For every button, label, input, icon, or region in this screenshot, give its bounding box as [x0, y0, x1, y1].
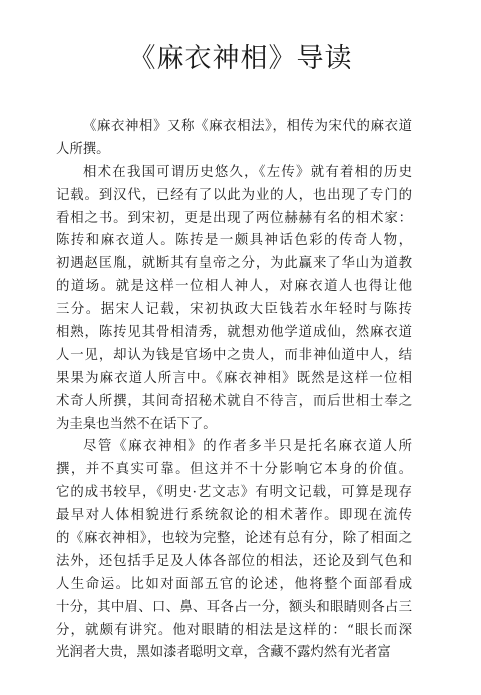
- text-line: 十分，其中眉、口、鼻、耳各占一分，额头和眼睛则各占三: [56, 599, 412, 615]
- text-line: 三分。据宋人记载，宋初执政大臣钱若水年轻时与陈抟: [56, 302, 412, 318]
- text-line: 人生命运。比如对面部五官的论述，他将整个面部看成: [56, 576, 412, 592]
- paragraph: [56, 436, 412, 665]
- text-line: 光润者大贵，黑如漆者聪明文章，含藏不露灼然有光者富: [56, 645, 391, 661]
- text-line: 术奇人所撰，其间奇招秘术就自不待言，而后世相士奉之: [56, 393, 412, 409]
- text-line: 人所撰。: [56, 141, 110, 157]
- text-line: 陈抟和麻衣道人。陈抟是一颇具神话色彩的传奇人物，: [56, 233, 412, 249]
- text-line: 初遇赵匡胤，就断其有皇帝之分，为此赢来了华山为道教: [56, 256, 412, 272]
- text-line: 《麻衣神相》又称《麻衣相法》，相传为宋代的麻衣道: [83, 119, 412, 134]
- text-line: 它的成书较早，《明史·艺文志》有明文记载，可算是现存: [56, 485, 412, 501]
- text-line: 果果为麻衣道人所言中。《麻衣神相》既然是这样一位相: [56, 370, 412, 386]
- text-line: 为圭臬也当然不在话下了。: [56, 416, 217, 432]
- text-line: 撰，并不真实可靠。但这并不十分影响它本身的价值。: [56, 462, 412, 478]
- text-line: 记载。到汉代，已经有了以此为业的人，也出现了专门的: [56, 187, 412, 203]
- text-line: 尽管《麻衣神相》的作者多半只是托名麻衣道人所: [83, 439, 412, 455]
- paragraph: [56, 116, 412, 162]
- text-line: 的道场。就是这样一位相人神人，对麻衣道人也得让他: [56, 279, 412, 295]
- document-title: 《麻衣神相》导读: [128, 43, 353, 74]
- document-body: [56, 116, 412, 665]
- text-line: 相熟，陈抟见其骨相清秀，就想劝他学道成仙，然麻衣道: [56, 325, 412, 341]
- text-line: 相术在我国可谓历史悠久，《左传》就有着相的历史: [83, 164, 412, 180]
- text-line: 人一见，却认为钱是官场中之贵人，而非神仙道中人，结: [56, 347, 412, 363]
- paragraph: [56, 162, 412, 437]
- text-line: 最早对人体相貌进行系统叙论的相术著作。即现在流传: [56, 508, 412, 524]
- text-line: 的《麻衣神相》，也较为完整，论述有总有分，除了相面之: [56, 531, 412, 547]
- text-line: 法外，还包括手足及人体各部位的相法，还论及到气色和: [56, 553, 412, 569]
- text-line: 看相之书。到宋初，更是出现了两位赫赫有名的相术家：: [56, 210, 412, 226]
- text-line: 分，就颇有讲究。他对眼睛的相法是这样的：“眼长而深: [56, 622, 412, 638]
